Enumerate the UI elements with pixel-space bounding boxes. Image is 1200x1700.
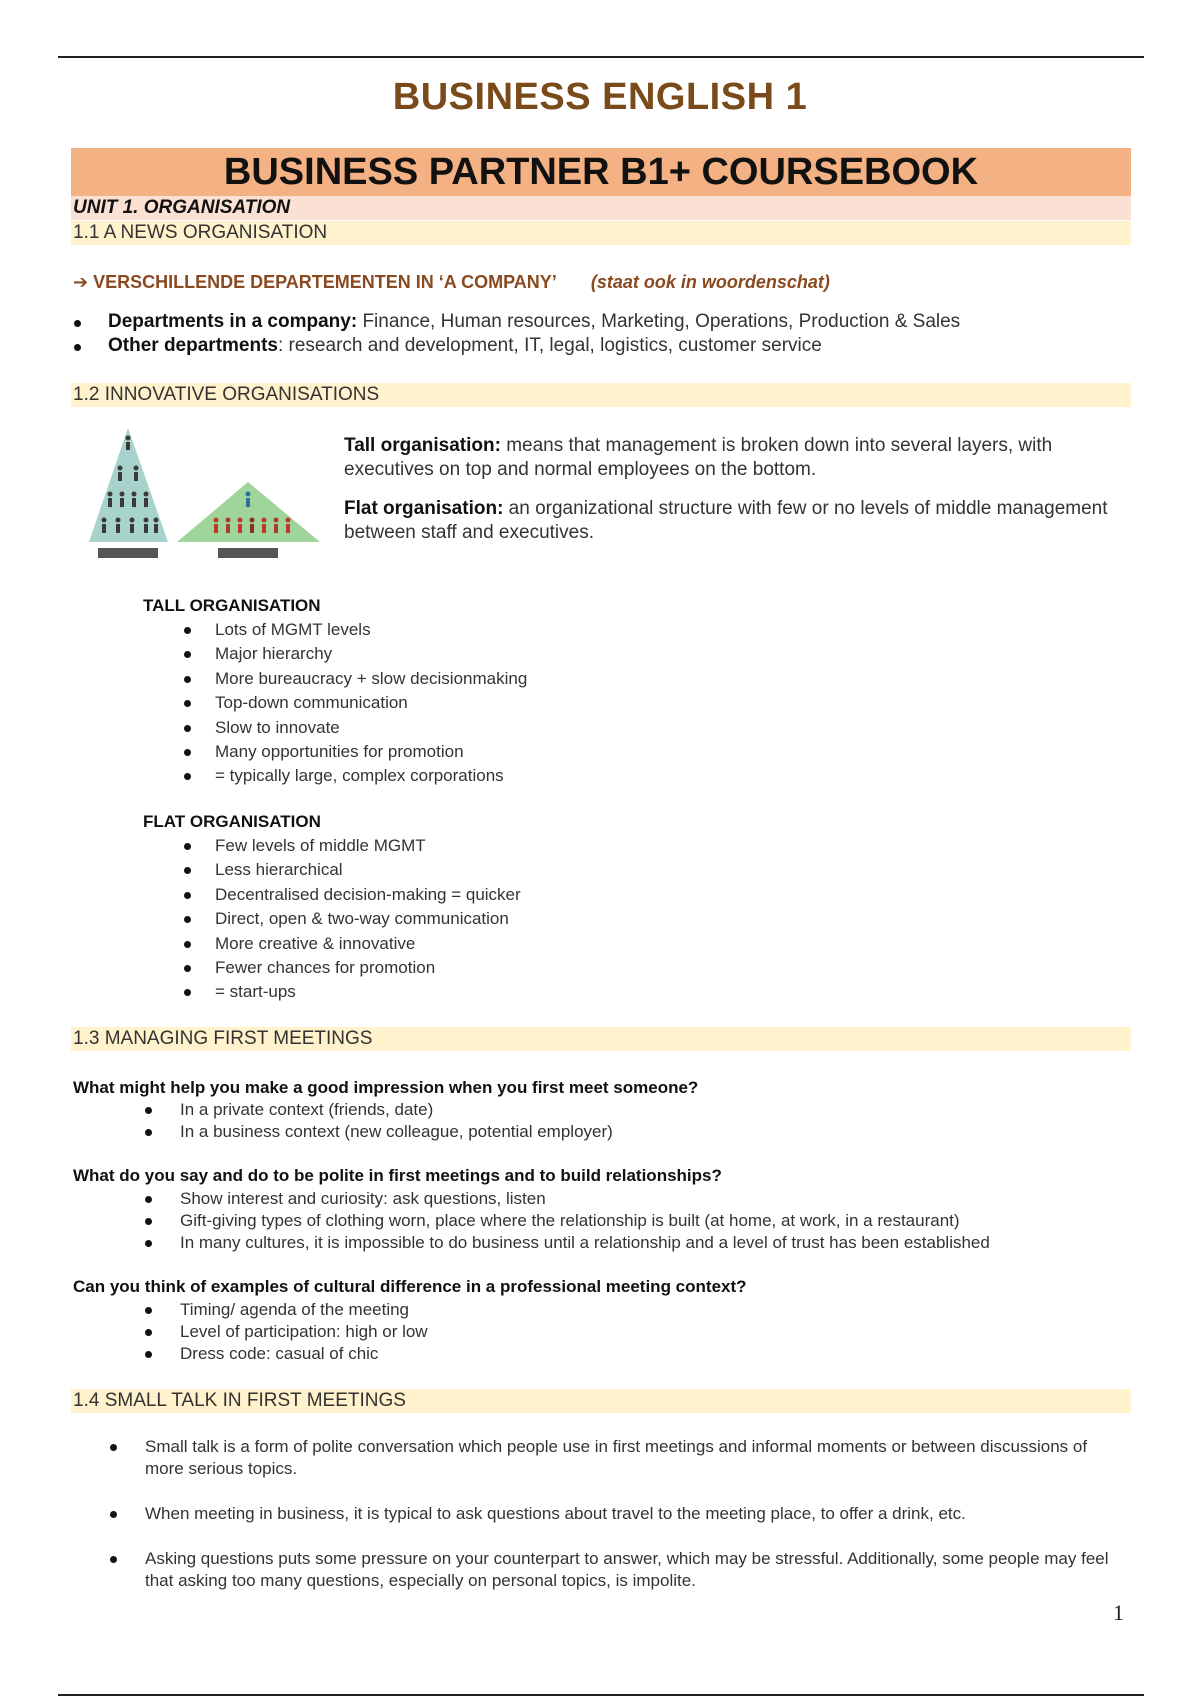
departments-item [108, 310, 960, 334]
bullet-icon [184, 651, 191, 658]
bullet-icon [145, 1196, 152, 1203]
list-item: Major hierarchy [215, 644, 333, 663]
other-departments-text: : research and development, IT, legal, logistics, customer service [277, 335, 822, 356]
list-item: Less hierarchical [215, 860, 343, 879]
bullet-icon [145, 1240, 152, 1247]
bullet-icon [184, 749, 191, 756]
flat-organisation-caption-bar [218, 548, 278, 558]
bullet-icon [184, 843, 191, 850]
list-item: In a business context (new colleague, potential employer) [180, 1122, 613, 1141]
list-item: Fewer chances for promotion [215, 958, 436, 977]
list-item: Lots of MGMT levels [215, 620, 371, 639]
bullet-icon [145, 1307, 152, 1314]
list-item: Decentralised decision-making = quicker [215, 885, 521, 904]
list-item: Show interest and curiosity: ask questions, listen [180, 1189, 546, 1208]
unit-heading: UNIT 1. ORGANISATION [71, 196, 1131, 220]
departments-heading-note: (staat ook in woordenschat) [590, 272, 830, 292]
flat-definition-label: Flat organisation: [344, 498, 504, 519]
bullet-icon [184, 700, 191, 707]
section-1-2-heading: 1.2 INNOVATIVE ORGANISATIONS [71, 383, 1131, 407]
flat-pyramid-shape [177, 482, 320, 542]
departments-heading-text: VERSCHILLENDE DEPARTEMENTEN IN ‘A COMPANY’ [93, 272, 556, 292]
list-item: When meeting in business, it is typical to ask questions about travel to the meeting place, to offer a drink, etc. [145, 1504, 966, 1523]
organisation-diagram [86, 424, 326, 560]
list-item: Slow to innovate [215, 718, 340, 737]
list-item: = typically large, complex corporations [215, 766, 504, 785]
flat-organisation-heading: FLAT ORGANISATION [143, 812, 321, 831]
bullet-icon [145, 1107, 152, 1114]
bullet-icon [184, 725, 191, 732]
departments-label: Departments in a company: [108, 311, 358, 332]
top-rule [58, 56, 1144, 58]
bullet-icon [184, 773, 191, 780]
bullet-icon [184, 676, 191, 683]
bullet-icon [184, 941, 191, 948]
bullet-icon [184, 916, 191, 923]
question-polite-first-meetings: What do you say and do to be polite in first meetings and to build relationships? [73, 1166, 722, 1185]
bullet-icon [110, 1556, 117, 1563]
book-title-band: BUSINESS PARTNER B1+ COURSEBOOK [71, 148, 1131, 196]
question-good-impression: What might help you make a good impression when you first meet someone? [73, 1078, 699, 1097]
list-item: Direct, open & two-way communication [215, 909, 509, 928]
document-title: BUSINESS ENGLISH 1 [392, 76, 808, 118]
bullet-icon [145, 1218, 152, 1225]
list-item: Few levels of middle MGMT [215, 836, 426, 855]
bullet-icon [184, 892, 191, 899]
list-item: More creative & innovative [215, 934, 416, 953]
list-item: Dress code: casual of chic [180, 1344, 379, 1363]
bullet-icon [145, 1351, 152, 1358]
bottom-rule [58, 1694, 1144, 1696]
list-item: In a private context (friends, date) [180, 1100, 434, 1119]
page-number: 1 [1113, 1600, 1124, 1625]
list-item: Timing/ agenda of the meeting [180, 1300, 410, 1319]
bullet-icon [184, 627, 191, 634]
tall-organisation-caption-bar [98, 548, 158, 558]
question-cultural-difference: Can you think of examples of cultural difference in a professional meeting context? [73, 1277, 747, 1296]
flat-definition-text: an organizational structure with few or no levels of middle management between staff and executives. [344, 498, 1108, 543]
section-1-4-heading: 1.4 SMALL TALK IN FIRST MEETINGS [71, 1389, 1131, 1413]
bullet-icon [74, 344, 81, 351]
section-1-3-heading: 1.3 MANAGING FIRST MEETINGS [71, 1027, 1131, 1051]
departments-text: Finance, Human resources, Marketing, Operations, Production & Sales [357, 311, 961, 332]
list-item: Many opportunities for promotion [215, 742, 464, 761]
departments-heading [73, 272, 830, 293]
list-item: Gift-giving types of clothing worn, place where the relationship is built (at home, at work, in a restaurant) [180, 1211, 960, 1230]
list-item: = start-ups [215, 982, 296, 1001]
flat-organisation-definition [344, 497, 1124, 545]
arrow-right-icon: ➔ [73, 272, 89, 292]
bullet-icon [184, 989, 191, 996]
bullet-icon [145, 1129, 152, 1136]
section-1-1-heading: 1.1 A NEWS ORGANISATION [71, 221, 1131, 245]
list-item: More bureaucracy + slow decisionmaking [215, 669, 528, 688]
tall-organisation-definition [344, 434, 1124, 482]
other-departments-label: Other departments [108, 335, 278, 356]
list-item: In many cultures, it is impossible to do business until a relationship and a level of trust has been established [180, 1233, 990, 1252]
bullet-icon [145, 1329, 152, 1336]
bullet-icon [110, 1511, 117, 1518]
bullet-icon [74, 320, 81, 327]
tall-definition-label: Tall organisation: [344, 435, 501, 456]
list-item: Level of participation: high or low [180, 1322, 428, 1341]
other-departments-item [108, 334, 822, 358]
list-item: Top-down communication [215, 693, 408, 712]
bullet-icon [184, 867, 191, 874]
list-item: Small talk is a form of polite conversation which people use in first meetings and informal moments or between discussions of more serious topics. [145, 1437, 1088, 1478]
bullet-icon [110, 1444, 117, 1451]
tall-organisation-heading: TALL ORGANISATION [143, 596, 321, 615]
bullet-icon [184, 965, 191, 972]
tall-definition-text: means that management is broken down into several layers, with executives on top and normal employees on the bottom. [344, 435, 1053, 480]
list-item: Asking questions puts some pressure on your counterpart to answer, which may be stressful. Additionally, some people may feel that asking too many questions, especially on personal topics, is impolite. [145, 1549, 1109, 1590]
